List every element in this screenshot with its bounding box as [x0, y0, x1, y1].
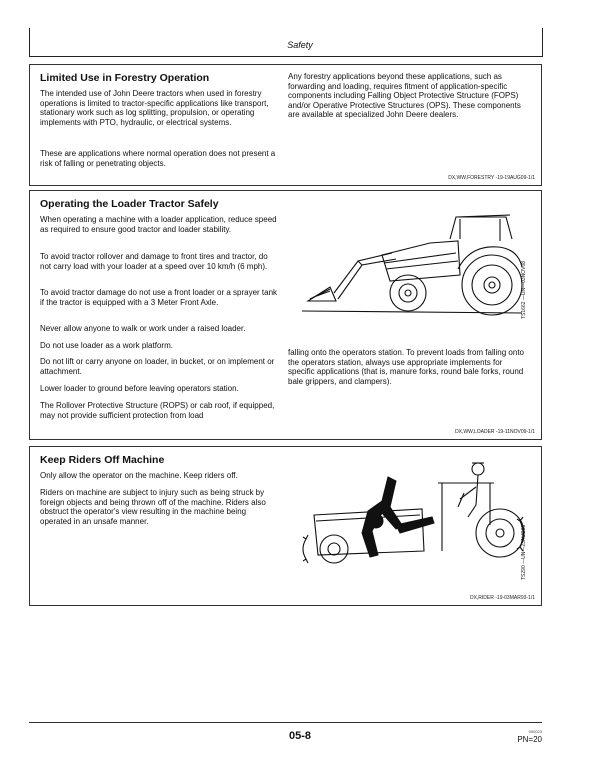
footer-code: 000023: [528, 729, 542, 734]
figure-id: TS1662 —UN—03NOV08: [521, 260, 527, 319]
paragraph: The intended use of John Deere tractors when used in forestry operations is limited to tractor-specific applications like transport, stationary work such as log splitting, propulsion, or operating implements with PTO, hydraulic, or electrical systems.: [40, 89, 269, 127]
loader-tractor-illustration: [300, 209, 525, 324]
header-rule-bottom: [29, 56, 543, 57]
paragraph: The Rollover Protective Structure (ROPS) or cab roof, if equipped, may not provide sufficient protection from load: [40, 401, 275, 420]
paragraph: Do not lift or carry anyone on loader, in bucket, or on implement or attachment.: [40, 357, 275, 376]
figure-id: TS290 —UN—23AUG88: [521, 524, 527, 580]
paragraph: Never allow anyone to walk or work under a raised loader.: [40, 324, 246, 333]
paragraph: To avoid tractor damage do not use a front loader or a sprayer tank if the tractor is equipped with a 3 Meter Front Axle.: [40, 288, 278, 307]
page-title: Safety: [287, 40, 313, 50]
page-number: 05-8: [288, 730, 312, 742]
doc-reference: DX,WW,FORESTRY -19-19AUG09-1/1: [448, 175, 535, 181]
paragraph: falling onto the operators station. To prevent loads from falling onto the operators station, always use appropriate implements for specific applications (that is, manure forks, round bale forks, round bale grippers, and clampers).: [288, 348, 524, 386]
section-title: Keep Riders Off Machine: [40, 454, 165, 466]
section-title: Operating the Loader Tractor Safely: [40, 198, 219, 210]
paragraph: When operating a machine with a loader application, reduce speed as required to ensure good tractor and loader stability.: [40, 215, 277, 234]
paragraph: Lower loader to ground before leaving operators station.: [40, 384, 239, 393]
section-forestry: [29, 64, 542, 186]
paragraph: Riders on machine are subject to injury such as being struck by foreign objects and being thrown off of the machine. Riders also obstruct the operator's view resulting in the machine being operated in an unsafe manner.: [40, 488, 266, 526]
paragraph: Only allow the operator on the machine. Keep riders off.: [40, 471, 238, 480]
section-riders: [29, 446, 542, 606]
pn-number: PN=20: [517, 735, 542, 744]
paragraph: These are applications where normal operation does not present a risk of falling or penetrating objects.: [40, 149, 276, 168]
doc-reference: DX,WW,LOADER -19-11NOV09-1/1: [455, 429, 535, 435]
section-title: Limited Use in Forestry Operation: [40, 72, 210, 84]
paragraph: Do not use loader as a work platform.: [40, 341, 173, 350]
rider-warning-illustration: [292, 455, 527, 575]
paragraph: To avoid tractor rollover and damage to front tires and tractor, do not carry load with your loader at a speed over 10 km/h (6 mph).: [40, 252, 268, 271]
paragraph: Any forestry applications beyond these applications, such as forwarding and loading, requires fitment of application-specific components including Falling Object Protective Structure (FOPS) and/or Operative Protective Structures (OPS). These components are available at specialized John Deere dealers.: [288, 72, 521, 120]
section-loader: [29, 190, 542, 440]
footer-rule: [29, 722, 542, 723]
doc-reference: DX,RIDER -19-03MAR93-1/1: [469, 595, 535, 601]
